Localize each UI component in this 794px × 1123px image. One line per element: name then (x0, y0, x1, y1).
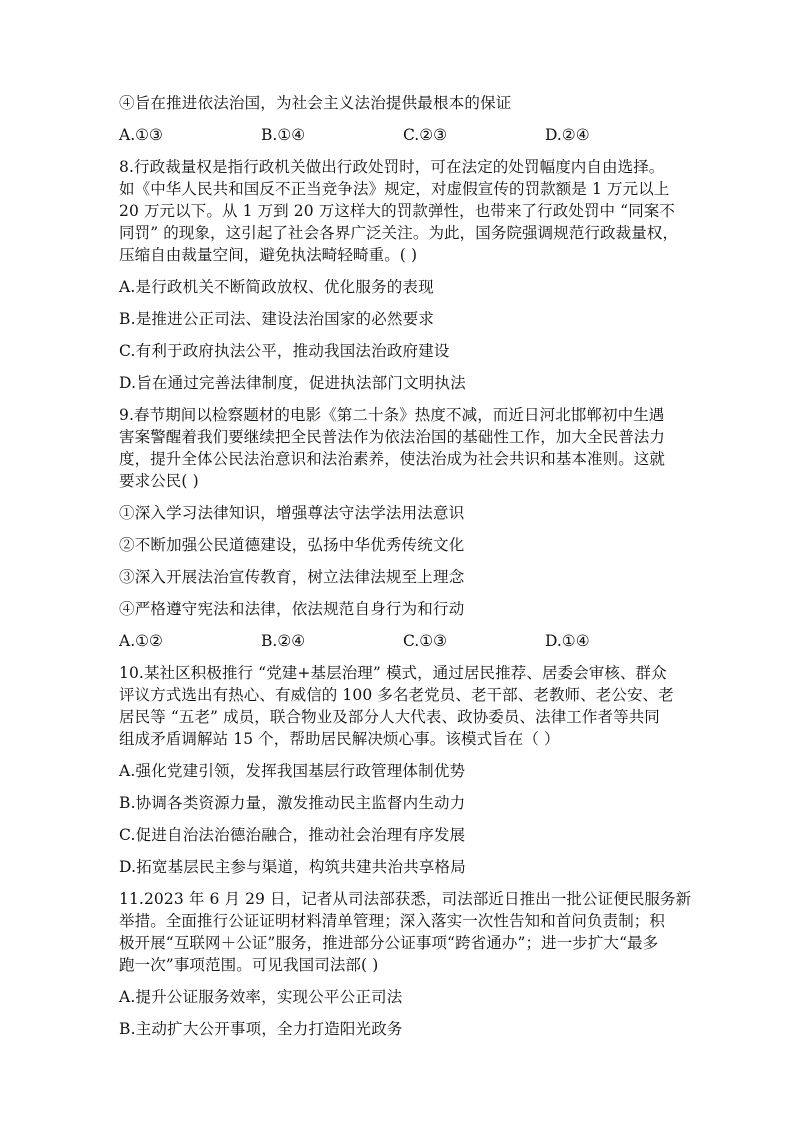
q8-choice-a: A.是行政机关不断简政放权、优化服务的表现 (119, 278, 434, 296)
q11-stem-line: 11.2023 年 6 月 29 日，记者从司法部获悉，司法部近日推出一批公证便民服务新 (119, 890, 692, 908)
q9-option-b: B.②④ (261, 632, 306, 650)
q9-statement-3: ③深入开展法治宣传教育，树立法律法规至上理念 (119, 568, 465, 586)
q11-choice-b: B.主动扩大公开事项，全力打造阳光政务 (119, 1020, 403, 1038)
q11-stem (119, 888, 692, 976)
q7-statement-4: ④旨在推进依法治国，为社会主义法治提供最根本的保证 (119, 94, 512, 112)
q8-choice-c: C.有利于政府执法公平，推动我国法治政府建设 (119, 342, 450, 360)
q8-choice-d: D.旨在通过完善法律制度，促进执法部门文明执法 (119, 374, 466, 392)
q9-statement-1: ①深入学习法律知识，增强尊法守法学法用法意识 (119, 504, 465, 522)
q9-option-d: D.①④ (545, 632, 590, 650)
q10-stem-line: 居民等 “五老” 成员，联合物业及部分人大代表、政协委员、法律工作者等共同 (119, 708, 660, 726)
q9-options (119, 630, 689, 652)
q8-stem-line: 20 万元以下。从 1 万到 20 万这样大的罚款弹性，也带来了行政处罚中 “同案不 (119, 202, 675, 220)
q8-stem-line: 8.行政裁量权是指行政机关做出行政处罚时，可在法定的处罚幅度内自由选择。 (119, 158, 665, 176)
q10-choice-c: C.促进自治法治德治融合，推动社会治理有序发展 (119, 826, 466, 844)
q9-stem-line: 要求公民( ) (119, 472, 199, 490)
q10-stem-line: 10.某社区积极推行 “党建+基层治理” 模式，通过居民推荐、居委会审核、群众 (119, 664, 667, 682)
q9-statement-2: ②不断加强公民道德建设，弘扬中华优秀传统文化 (119, 536, 465, 554)
q10-choice-a: A.强化党建引领，发挥我国基层行政管理体制优势 (119, 762, 466, 780)
q8-stem-line: 压缩自由裁量空间，避免执法畸轻畸重。( ) (119, 246, 418, 264)
q9-statement-4: ④严格遵守宪法和法律，依法规范自身行为和行动 (119, 600, 465, 618)
q10-stem-line: 组成矛盾调解站 15 个，帮助居民解决烦心事。该模式旨在（ ） (119, 730, 560, 748)
q8-stem (119, 156, 689, 266)
q7-options (119, 124, 689, 146)
q7-option-b: B.①④ (261, 126, 306, 144)
q9-stem-line: 害案警醒着我们要继续把全民普法作为依法治国的基础性工作，加大全民普法力 (119, 428, 666, 446)
q10-choice-b: B.协调各类资源力量，激发推动民主监督内生动力 (119, 794, 466, 812)
q9-stem-line: 9.春节期间以检察题材的电影《第二十条》热度不减，而近日河北邯郸初中生遇 (119, 406, 665, 424)
q7-option-a: A.①③ (119, 126, 163, 144)
q11-choice-a: A.提升公证服务效率，实现公平公正司法 (119, 988, 403, 1006)
q10-stem (119, 662, 689, 750)
q11-stem-line: 极开展“互联网＋公证”服务，推进部分公证事项“跨省通办”；进一步扩大“最多 (119, 934, 659, 952)
q9-option-a: A.①② (119, 632, 163, 650)
q9-stem-line: 度，提升全体公民法治意识和法治素养，使法治成为社会共识和基本准则。这就 (119, 450, 666, 468)
q10-stem-line: 评议方式选出有热心、有威信的 100 多名老党员、老干部、老教师、老公安、老 (119, 686, 674, 704)
q8-choice-b: B.是推进公正司法、建设法治国家的必然要求 (119, 310, 435, 328)
q8-stem-line: 如《中华人民共和国反不正当竞争法》规定，对虚假宣传的罚款额是 1 万元以上 (119, 180, 670, 198)
q11-stem-line: 跑一次”事项范围。可见我国司法部( ) (119, 956, 379, 974)
q7-option-d: D.②④ (545, 126, 590, 144)
exam-page (119, 92, 692, 1040)
q9-stem (119, 404, 689, 492)
q7-option-c: C.②③ (403, 126, 448, 144)
q8-stem-line: 同罚” 的现象，这引起了社会各界广泛关注。为此，国务院强调规范行政裁量权， (119, 224, 679, 242)
q9-option-c: C.①③ (403, 632, 448, 650)
q11-stem-line: 举措。全面推行公证证明材料清单管理；深入落实一次性告知和首问负责制；积 (119, 912, 666, 930)
q10-choice-d: D.拓宽基层民主参与渠道，构筑共建共治共享格局 (119, 858, 466, 876)
